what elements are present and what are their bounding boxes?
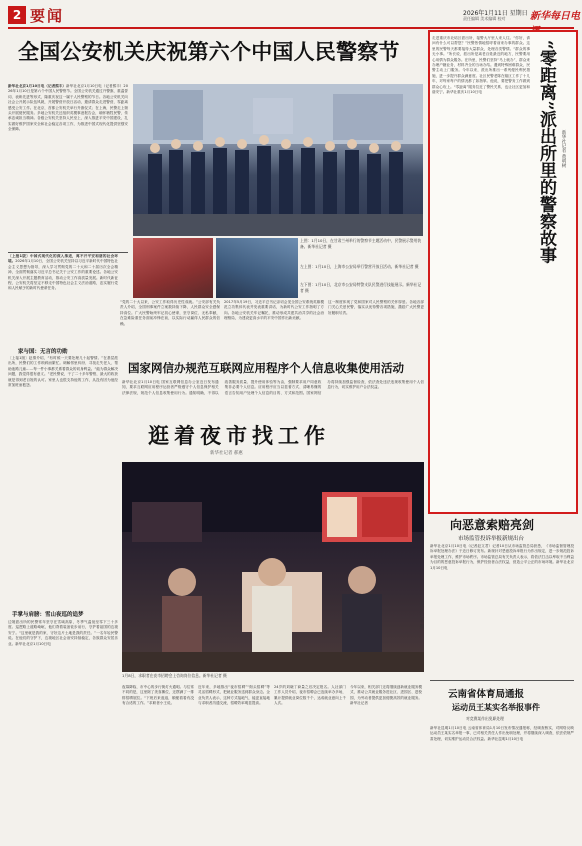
brief-2-text: 新华社昆明1月10日电 云南省体育局1月10日发布情况通报称，经调查核实，对网络反映运动员王某实名举报一事，已对相关责任人作出免职处理，并将继续深入调查，依法依规严肃处理，切实维护运动员合法权益。新华社昆明1月10日电: [430, 726, 574, 741]
brief-1-headline: 向恶意索赔亮剑: [450, 518, 535, 532]
lead-headline: 全国公安机关庆祝第六个中国人民警察节: [18, 39, 400, 64]
lead-story-col1: 新华社北京1月10日电（记者熊丰）新华社北京1月10日电（记者熊丰）2026年1月10日是第六个中国人民警察节。全国公安机关通过升警旗、重温誓词、表彰先进等形式，隆重庆祝这一属于人民警察的节日。各地公安机关向社会公开展示队伍风貌，开展警营开放日活动，邀请群众走进警营，零距离感受公安工作。在北京，首都公安机关举行升旗仪式；在上海，民警走上街头开展便民服务。多地公安机关还组织英模事迹报告会，缅怀牺牲民警，传承忠诚担当精神。各级公安机关坚持人民至上，深入推进平安中国建设，扎实做好维护国家安全和社会稳定各项工作，为推进中国式现代化提供坚强安全保障。: [8, 84, 128, 132]
header-rule: [8, 27, 574, 29]
feature-box-text: 走进重庆市北碚区派出所，接警大厅里人来人往。“你好，请问有什么可以帮您？”民警热情地招呼着前来办事的群众。这里的民警每天都要接待大量群众，处理各类警情。“群众的事无小事。”所长说，派出所是离老百姓最近的地方，民警要用心用情为群众服务。在所里，民警们坚持“马上就办”，群众来办理户籍业务，材料齐全的当场办结。遇到特殊困难群众，民警主动上门服务。今年以来，派出所推出一系列便民利民措施，进一步提升群众满意度。社区民警老陈在辖区工作了十几年，对每家每户的情况都了如指掌。他说，要把警务工作做到群众心坎上。“零距离”服务拉近了警民关系，也让社区更加和谐安宁。新华社重庆1月10日电: [432, 36, 530, 95]
side-photo-2: [133, 238, 213, 298]
left-column-text-2: 边境派出所的民警常年坚守在雪域高原，冬季气温低至零下三十多度。巡逻路上道路崎岖，他们背着装备徒步前行，守护着祖国的边境安宁。“这里就是我的家，守好这片土地是我的责任。”一名年轻民警说。在他们的守护下，边境地区社会治安持续稳定，各族群众安居乐业。新华社北京1月10日电: [8, 620, 118, 646]
night-market-col1: 夜幕降临，市中心的步行街灯火通明。与往常不同的是，这里除了美食摊位，还摆满了一排排招聘展位。“下班后来逛逛，顺便看看有没有合适的工作。”求职者小王说。: [122, 685, 194, 706]
police-parade-illustration: [133, 84, 423, 236]
second-story-col3: 2017年5月19日，习近平总书记亲切会见全国公安系统英雄模范立功集体代表并发表重要讲话，为新时代公安工作指明了方向。各地公安机关牢记嘱托，推动形成共建共治共享的社会治理格局，为建设更高水平的平安中国作出新贡献。: [224, 300, 324, 321]
night-market-illustration: [122, 462, 424, 672]
photo-caption-2: 左上图：1月10日，上海市公安局举行警营开放日活动。新华社记者 摄: [300, 264, 419, 269]
second-story-col4: 这一制度体现了党和国家对人民警察的关怀厚爱。各地各部门关心关爱民警，落实从优待警各项措施，激励广大民警更好履职尽责。: [328, 300, 424, 315]
night-market-byline: 新华社记者 郝惠: [210, 451, 243, 456]
story-divider: [8, 252, 128, 253]
lead-photo: [133, 84, 423, 236]
photo-margin-note: 新华社记者 摄: [419, 600, 424, 629]
night-market-caption: 1月8日，求职者在夜市招聘会上咨询岗位信息。新华社记者 摄: [122, 673, 227, 678]
second-story-col2: “党的二十大以来，公安工作取得历史性成就。”公安部有关负责人介绍，全国刑事案件立案数持续下降，人民群众安全感保持高位。广大民警始终牢记初心使命，坚守岗位、无私奉献，在急难险重任务面前冲锋在前，以实际行动赢得人民群众的信赖。: [120, 300, 220, 326]
editor-line: 责任编辑 美术编辑 校对: [463, 16, 506, 21]
night-market-col3: 24岁的刘晓丁商量之后决定报名。人社部门工作人员介绍，夜市招聘会已连续举办多场，累计提供就业岗位数千个，达成就业意向上千人次。: [274, 685, 346, 706]
night-market-photo: [122, 462, 424, 672]
issue-date: 2026年1月11日 星期日: [463, 10, 528, 17]
brief-2-subhead: 运动员王某实名举报事件: [452, 702, 540, 712]
section-title: 要闻: [30, 7, 65, 25]
newspaper-logo: 新华每日电: [530, 11, 580, 22]
photo-caption-1: 上图：1月10日，在甘肃兰州举行的警察节主题活动中，民警展示警用装备。新华社记者 摄: [300, 238, 422, 249]
photo-caption-3: 左下图：1月10日，北京市公安局特警支队民警进行技能展示。新华社记者 摄: [300, 282, 422, 293]
brief-2-headline: 云南省体育局通报: [448, 689, 525, 700]
feature-byline: 新华社记者 黄明树: [561, 130, 566, 168]
banner-story-text: 新华社北京1月10日电 国家互联网信息办公室近日发布通知，要求互联网应用程序运营者严格遵守个人信息保护相关法律法规，规范个人信息收集使用行为。通知明确，不得以改善服务质量、提升使用体验等为由，强制要求用户同意收集非必要个人信息。应用程序应当以显著方式、清晰易懂的语言告知用户处理个人信息的目的、方式和范围。国家网信办将持续加强监督检查，依法查处违法违规收集使用个人信息行为，切实维护用户合法权益。: [122, 380, 424, 395]
left-subhead-1: 家与国：无言的功勋: [18, 349, 68, 355]
brief-1-text: 新华社北京1月10日电（记者赵文君）记者10日从市场监管总局获悉，《市场监督管理投诉举报处理办法》于近日修订发布。新规针对恶意投诉举报行为作出规定，进一步规范投诉举报处理工作，维护市场秩序。市场监管总局有关负责人表示，将依法打击以牟取不当利益为目的的恶意投诉举报行为，保护经营者合法权益，营造公平公正的市场环境。新华社北京1月10日电: [430, 544, 574, 570]
page-number: 2: [8, 6, 26, 24]
brief-2-kicker: 对竞赛某作出免职处理: [466, 716, 504, 721]
left-column-text-1: 〔上接1版〕赵倩介绍，“有时候一天要处理几十起警情。”在基层派出所，民警们的工作琐碎而繁忙。调解邻里纠纷、寻找走失老人、帮助迷路儿童……每一件小事都关系着群众的切身利益。“能为群众解决问题，我觉得很有意义。”老民警说，干了二十多年警察，最大的收获就是得到老百姓的认可。家里人也很支持他的工作，从没有因为他经常加班而抱怨。: [8, 356, 118, 388]
left-subhead-2: 手掌与肩膀：雪山夜巡的追梦: [12, 612, 84, 618]
banner-headline: 国家网信办规范互联网应用程序个人信息收集使用活动: [128, 361, 404, 375]
second-story-col1: 〔上接1版〕中国式现代化的深入推进，离不开平安和谐的社会环境。2026年1月10日，全国公安机关坚持以习近平新时代中国特色社会主义思想为指导，深入学习贯彻党的二十大和二十届历次全会精神，全面贯彻落实习近平总书记关于公安工作的重要论述。各地公安机关深入开展主题教育活动，推动公安工作高质量发展。新时代新征程，公安机关将坚定不移走中国特色社会主义法治道路，忠实履行党和人民赋予的新时代使命任务。: [8, 254, 118, 291]
side-photo-3: [216, 238, 298, 298]
brief-1-subhead: 市场监管投诉举报新规出台: [458, 536, 525, 542]
feature-title: “零距离”派出所里的警察故事: [536, 40, 556, 264]
night-market-headline: 逛着夜市找工作: [148, 423, 330, 448]
brief-divider: [430, 680, 574, 681]
night-market-col2: 近年来，多地推出“夜市招聘”“街头招聘”等灵活招聘形式，把就业服务送到群众身边。企业负责人表示，这种方式接地气，能更直接地与求职者沟通交流，招聘效率明显提高。: [198, 685, 270, 706]
night-market-col4: 今年以来，相关部门还将继续创新就业服务模式，推动公共就业服务进社区、进园区、进校园，为劳动者提供更加便捷高效的就业服务。新华社记者: [350, 685, 422, 706]
